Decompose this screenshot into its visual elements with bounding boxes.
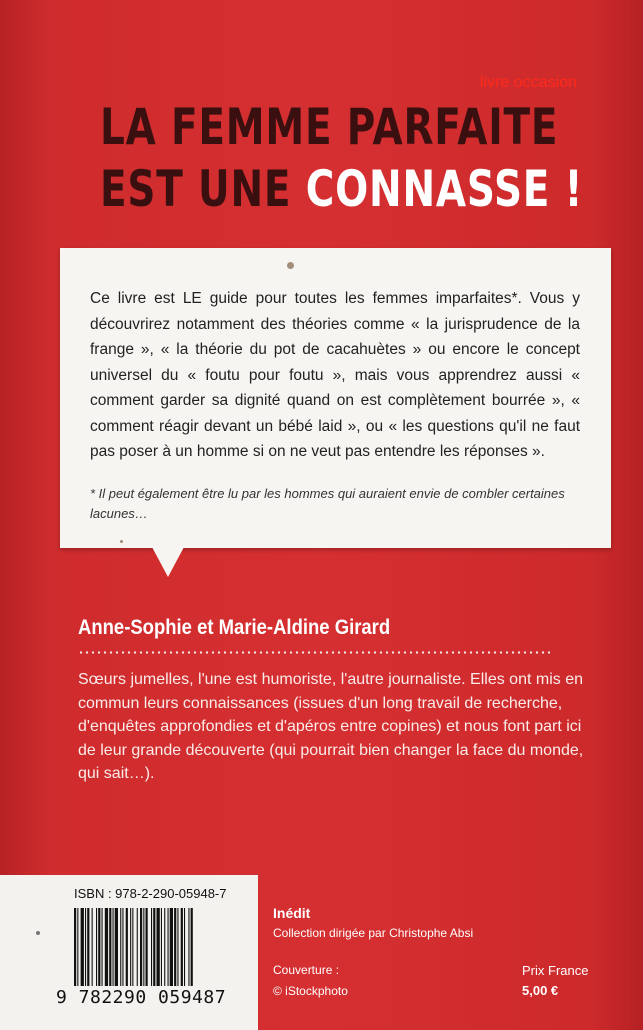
barcode-bar (168, 908, 169, 986)
barcode-bar (87, 908, 89, 986)
price-value: 5,00 € (522, 983, 559, 998)
barcode-bar (184, 908, 185, 986)
footnote-text: * Il peut également être lu par les hommes qui auraient envie de combler certaines lacunes… (90, 486, 565, 521)
barcode-bar (181, 908, 183, 986)
barcode-panel (0, 875, 258, 1030)
barcode-bar (188, 908, 189, 986)
barcode-bar (74, 908, 76, 986)
price-label: Prix France (522, 963, 589, 978)
authors-bio: Sœurs jumelles, l'une est humoriste, l'autre journaliste. Elles ont mis en commun leurs connaissances (issues d'un long travail de recherche, d'enquêtes approfondies et d'apéros entre copines) et nous font part ici de leur grande découverte (qui pourrait bien changer la face du monde, qui sait…). (78, 671, 584, 782)
barcode-bar (140, 908, 142, 986)
barcode-bar (109, 908, 111, 986)
speech-bubble (60, 248, 611, 548)
barcode-bar (143, 908, 144, 986)
barcode-bar (130, 908, 131, 986)
barcode-bar (96, 908, 97, 986)
barcode-bar (81, 908, 84, 986)
barcode-bar (98, 908, 100, 986)
barcode-bar (77, 908, 78, 986)
authors-heading: Anne-Sophie et Marie-Aldine Girard (78, 616, 391, 639)
barcode-bar (122, 908, 123, 986)
barcode-bar (105, 908, 108, 986)
barcode-bar (137, 908, 138, 986)
barcode-bar (161, 908, 162, 986)
title-line-2-prefix: EST UNE (100, 160, 306, 218)
barcode-bar (113, 908, 114, 986)
barcode-bar (157, 908, 160, 986)
barcode-digits: 9 782290 059487 (56, 987, 227, 1008)
isbn-text: ISBN : 978-2-290-05948-7 (74, 886, 227, 901)
cover-credit-label: Couverture : (273, 963, 340, 977)
barcode-bar (151, 908, 152, 986)
barcode-bar (132, 908, 133, 986)
barcode-bar (115, 908, 118, 986)
speech-bubble-tail (152, 547, 184, 577)
barcode-bar (191, 908, 193, 986)
barcode-bar (153, 908, 155, 986)
barcode-bar (174, 908, 176, 986)
barcode-bar (85, 908, 86, 986)
blurb-text: Ce livre est LE guide pour toutes les femmes imparfaites*. Vous y découvrirez notamment des théories comme « la jurisprudence de la frange », « la théorie du pot de cacahuètes » ou encore le concept universel du « foutu pour foutu », mais vous apprendrez aussi « comment garder sa dignité quand on est complètement bourrée », « comment réagir devant un bébé laid », ou « les questions qu'il ne faut pas poser à un homme si on ne veut pas entendre les réponses ». (90, 290, 580, 460)
title-line-2 (100, 158, 584, 220)
edition-label: Inédit (273, 905, 311, 921)
barcode-bar (170, 908, 173, 986)
dotted-divider (78, 651, 553, 654)
barcode (74, 908, 242, 986)
title-highlight: CONNASSE ! (305, 160, 584, 218)
barcode-bar (92, 908, 93, 986)
barcode-bar (102, 908, 103, 986)
watermark-text: livre occasion (480, 74, 577, 91)
title-line-1: LA FEMME PARFAITE (100, 98, 559, 156)
cover-credit-value: © iStockphoto (273, 984, 348, 998)
barcode-bar (126, 908, 128, 986)
barcode-bar (177, 908, 178, 986)
barcode-bar (164, 908, 165, 986)
book-title (100, 96, 584, 220)
collection-label: Collection dirigée par Christophe Absi (273, 926, 474, 940)
barcode-bar (120, 908, 121, 986)
barcode-bar (146, 908, 148, 986)
